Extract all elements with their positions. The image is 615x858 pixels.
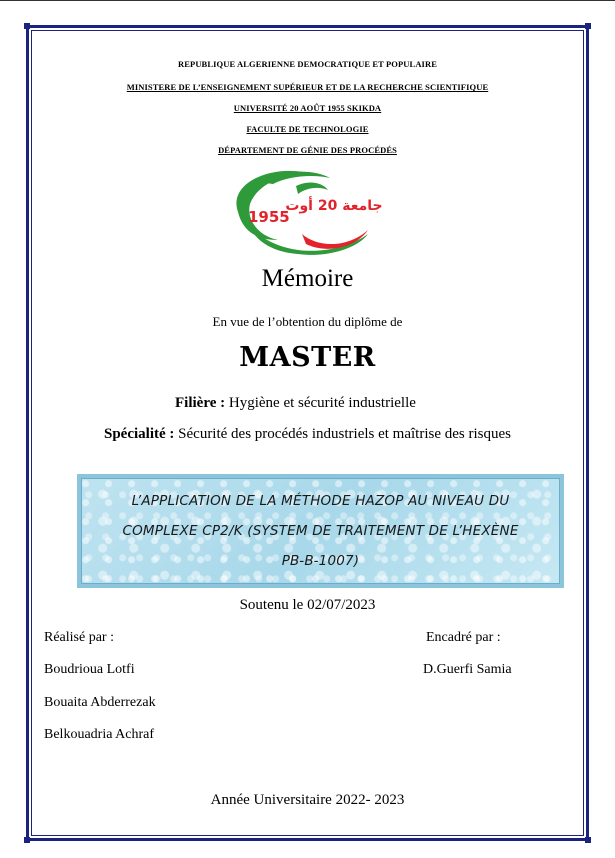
header-faculty: FACULTE DE TECHNOLOGIE bbox=[246, 124, 369, 134]
supervisor-name: D.Guerfi Samia bbox=[423, 662, 512, 677]
university-logo bbox=[218, 164, 394, 260]
thesis-title bbox=[81, 486, 560, 576]
header-republic: REPUBLIQUE ALGERIENNE DEMOCRATIQUE ET POPULAIRE bbox=[178, 59, 437, 69]
document-type: Mémoire bbox=[261, 265, 354, 292]
author-name: Bouaita Abderrezak bbox=[44, 695, 156, 710]
thesis-title-line: PB-B-1007) bbox=[281, 553, 360, 569]
header-ministry: MINISTERE DE L’ENSEIGNEMENT SUPÉRIEUR ET DE LA RECHERCHE SCIENTIFIQUE bbox=[126, 82, 489, 92]
border-corner bbox=[585, 23, 591, 29]
author-name: Boudrioua Lotfi bbox=[44, 662, 135, 677]
logo-arabic-text: جامعة 20 أوت bbox=[285, 198, 383, 214]
header-department: DÉPARTEMENT DE GÉNIE DES PROCÉDÉS bbox=[218, 145, 397, 155]
filiere-label: Filière : bbox=[175, 395, 226, 411]
filiere-value: Hygiène et sécurité industrielle bbox=[228, 395, 416, 411]
author-name: Belkouadria Achraf bbox=[44, 727, 155, 742]
authors-label: Réalisé par : bbox=[44, 630, 114, 645]
supervisor-label: Encadré par : bbox=[426, 630, 501, 645]
specialite-value: Sécurité des procédés industriels et maîtrise des risques bbox=[178, 426, 511, 442]
border-corner bbox=[585, 837, 591, 843]
logo-year: 1955 bbox=[248, 208, 290, 226]
thesis-title-box bbox=[77, 474, 564, 588]
header-university: UNIVERSITÉ 20 AOÛT 1955 SKIKDA bbox=[233, 103, 382, 113]
thesis-title-line: L’APPLICATION DE LA MÉTHODE HAZOP AU NIVEAU DU bbox=[131, 493, 510, 509]
border-corner bbox=[24, 837, 30, 843]
academic-year: Année Universitaire 2022- 2023 bbox=[210, 792, 405, 808]
degree-name: MASTER bbox=[239, 342, 376, 373]
border-corner bbox=[24, 23, 30, 29]
thesis-title-line: COMPLEXE CP2/K (SYSTEM DE TRAITEMENT DE L’HEXÈNE bbox=[122, 523, 519, 539]
specialite-line bbox=[104, 426, 511, 443]
degree-purpose: En vue de l’obtention du diplôme de bbox=[212, 314, 403, 329]
page-top-edge bbox=[0, 0, 615, 1]
defense-date: Soutenu le 02/07/2023 bbox=[239, 597, 376, 613]
filiere-line bbox=[175, 395, 416, 412]
specialite-label: Spécialité : bbox=[104, 426, 175, 442]
